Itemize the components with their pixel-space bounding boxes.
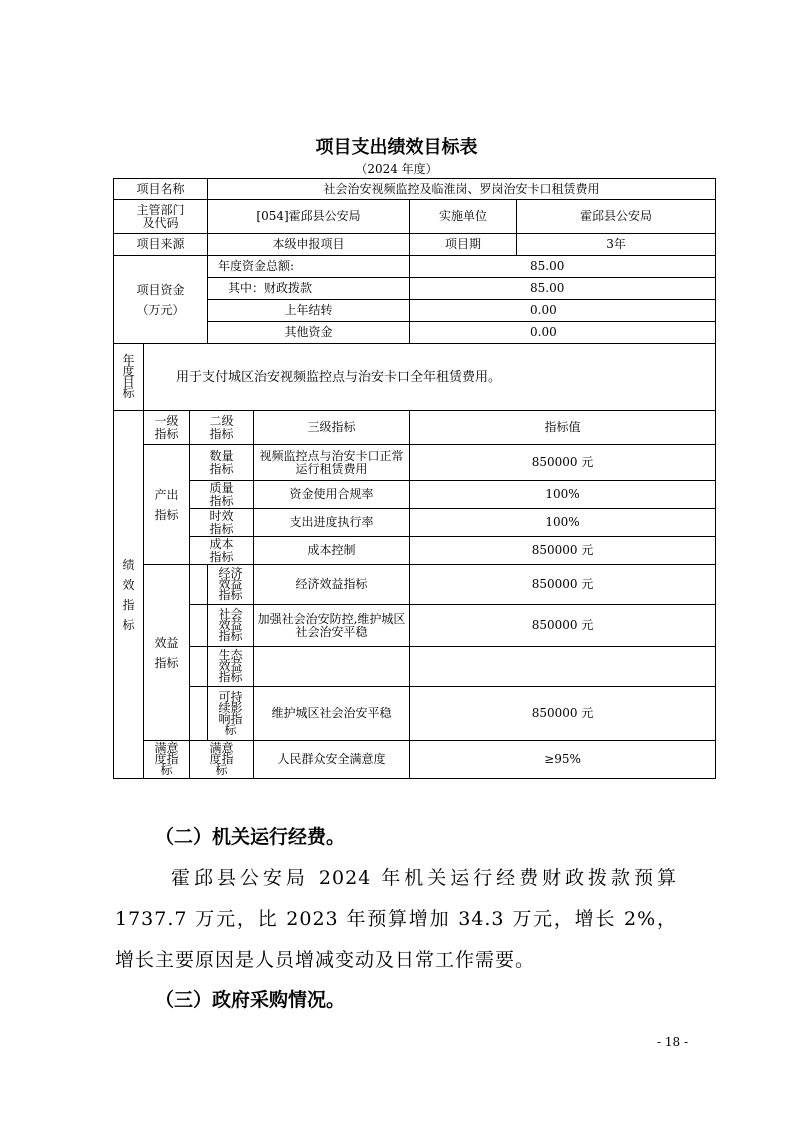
level3-cell: 成本控制: [254, 537, 410, 565]
project-name-label: 项目名称: [114, 179, 208, 200]
level2-cell: 成本 指标: [190, 537, 254, 565]
table-row: [114, 481, 716, 509]
indicator-value: 850000 元: [410, 565, 716, 605]
project-period-value: 3年: [517, 234, 716, 256]
project-period-label: 项目期: [410, 234, 517, 256]
table-row: [114, 741, 716, 779]
level3-cell: 人民群众安全满意度: [254, 741, 410, 779]
level2-cell: 生态 效益 指标: [208, 647, 254, 687]
indicator-value: 100%: [410, 509, 716, 537]
project-name-value: 社会治安视频监控及临淮岗、罗岗治安卡口租赁费用: [208, 179, 716, 200]
funds-item-label: 年度资金总额:: [208, 256, 410, 278]
department-value: [054]霍邱县公安局: [208, 200, 410, 234]
table-row: [114, 509, 716, 537]
table-row: [114, 605, 716, 647]
level2-header: 二级 指标: [190, 411, 254, 445]
level3-cell: 支出进度执行率: [254, 509, 410, 537]
section2-heading: （二）机关运行经费。: [155, 826, 346, 848]
level1-header: 一级 指标: [144, 411, 190, 445]
performance-indicator-label: 绩 效 指 标: [114, 411, 144, 779]
level3-cell: 加强社会治安防控,维护城区 社会治安平稳: [254, 605, 410, 647]
project-source-value: 本级申报项目: [208, 234, 410, 256]
benefit-indicator-group: 效益 指标: [144, 565, 190, 741]
implementing-unit-label: 实施单位: [410, 200, 517, 234]
level3-cell: [254, 647, 410, 687]
indicator-value: 850000 元: [410, 537, 716, 565]
department-label: 主管部门 及代码: [114, 200, 208, 234]
level3-cell: 资金使用合规率: [254, 481, 410, 509]
table-row: [114, 411, 716, 445]
satisfaction-level1: 满意 度指 标: [144, 741, 190, 779]
level2-cell: 质量 指标: [190, 481, 254, 509]
project-funds-label: 项目资金 （万元）: [114, 256, 208, 344]
table-row: [114, 344, 716, 411]
table-title: 项目支出绩效目标表: [315, 137, 478, 158]
funds-item-label: 其他资金: [208, 322, 410, 344]
level2-cell: 时效 指标: [190, 509, 254, 537]
output-indicator-group: 产出 指标: [144, 445, 190, 565]
indicator-value-header: 指标值: [410, 411, 716, 445]
funds-item-value: 0.00: [410, 322, 716, 344]
implementing-unit-value: 霍邱县公安局: [517, 200, 716, 234]
indicator-value: ≥95%: [410, 741, 716, 779]
funds-item-value: 85.00: [410, 278, 716, 300]
performance-target-table: [113, 178, 716, 779]
table-row: [114, 537, 716, 565]
level3-header: 三级指标: [254, 411, 410, 445]
level3-cell: 维护城区社会治安平稳: [254, 687, 410, 741]
indicator-value: 850000 元: [410, 445, 716, 481]
funds-item-value: 85.00: [410, 256, 716, 278]
table-year: （2024 年度）: [355, 162, 438, 176]
level2-cell: 社会 效益 指标: [208, 605, 254, 647]
table-row: [114, 687, 716, 741]
section3-heading: （三）政府采购情况。: [155, 989, 346, 1011]
table-row: [114, 200, 716, 234]
level3-cell: 经济效益指标: [254, 565, 410, 605]
indicator-value: 100%: [410, 481, 716, 509]
indicator-value: 850000 元: [410, 605, 716, 647]
funds-item-value: 0.00: [410, 300, 716, 322]
satisfaction-level2: 满意 度指 标: [190, 741, 254, 779]
table-row: [114, 256, 716, 278]
annual-goal-text: 用于支付城区治安视频监控点与治安卡口全年租赁费用。: [144, 344, 716, 411]
level2-cell: 数量 指标: [190, 445, 254, 481]
funds-item-label: 其中：财政拨款: [208, 278, 410, 300]
table-row: [114, 234, 716, 256]
level2-cell: 可持 续影 响指 标: [208, 687, 254, 741]
level3-cell: 视频监控点与治安卡口正常 运行租赁费用: [254, 445, 410, 481]
section2-paragraph: 霍邱县公安局 2024 年机关运行经费财政拨款预算 1737.7 万元，比 2023 年预算增加 34.3 万元，增长 2%，增长主要原因是人员增减变动及日常工作需要。: [115, 867, 677, 971]
table-row: [114, 647, 716, 687]
level2-cell: 经济 效益 指标: [208, 565, 254, 605]
table-row: [114, 179, 716, 200]
funds-item-label: 上年结转: [208, 300, 410, 322]
page-number: - 18 -: [656, 1035, 688, 1049]
annual-goal-label: 年 度 目 标: [114, 344, 144, 411]
indicator-value: 850000 元: [410, 687, 716, 741]
table-row: [114, 445, 716, 481]
table-row: [114, 565, 716, 605]
indicator-value: [410, 647, 716, 687]
project-source-label: 项目来源: [114, 234, 208, 256]
